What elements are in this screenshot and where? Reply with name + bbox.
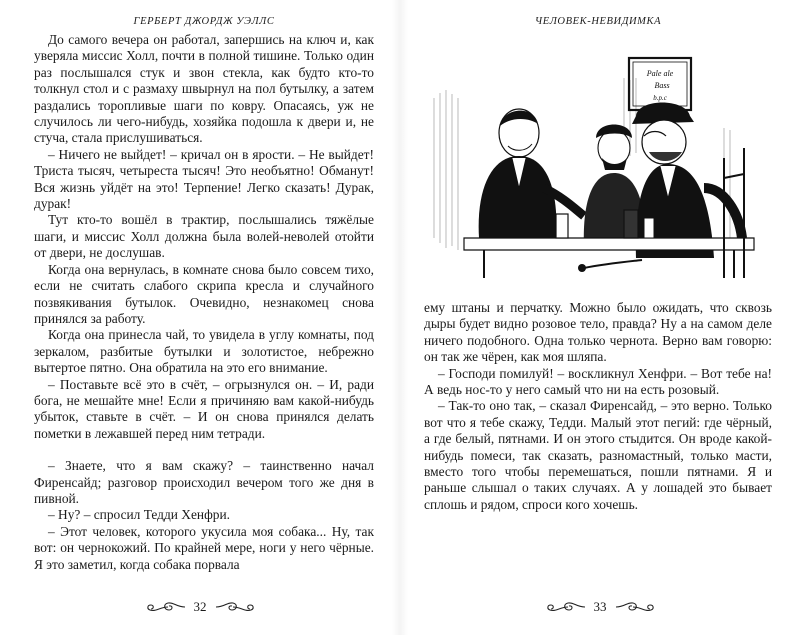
paragraph: – Этот человек, которого укусила моя собака... Ну, так вот: он чернокожий. По крайней мере, ноги у него чёрные. Я это заметил, когда собака порвала xyxy=(34,523,374,572)
right-flourish-icon xyxy=(215,600,255,614)
page-number: 33 xyxy=(593,599,607,614)
paragraph: – Ничего не выйдет! – кричал он в ярости. – Не выйдет! Триста тысяч, четыреста тысяч! Это необъятно! Обманут! Вся жизнь уйдёт на это! Терпение! Легко сказать! Дурак, дурак! xyxy=(34,146,374,212)
page-number-ornament xyxy=(0,599,400,615)
left-page-text xyxy=(34,32,374,573)
page-number: 32 xyxy=(193,599,207,614)
mug xyxy=(624,210,638,238)
paragraph: Когда она вернулась, в комнате снова было совсем тихо, если не считать слабого скрипа кресла и случайного позвякивания бутылок. Очевидно, незнакомец снова принялся за работу. xyxy=(34,261,374,326)
paragraph: До самого вечера он работал, запершись на ключ и, как уверяла миссис Холл, почти в полной тишине. Только один раз послышался стук и звон стекла, как будто кто-то толкнул стол и с размаху швырнул на пол бутылку, а затем раздались торопливые шаги по ковру. Опасаясь, уж не случилось ли чего-нибудь, хозяйка подошла к двери и, не стуча, стала прислушиваться. xyxy=(34,32,374,146)
glass xyxy=(556,214,568,238)
paragraph: – Знаете, что я вам скажу? – таинственно начал Фиренсайд; разговор происходил вечером того же дня в пивной. xyxy=(34,458,374,506)
right-page xyxy=(400,0,800,635)
tavern-drawing xyxy=(424,38,764,278)
glass xyxy=(644,218,654,238)
running-head-title: ЧЕЛОВЕК-НЕВИДИМКА xyxy=(534,16,662,27)
paragraph: Когда она принесла чай, то увидела в углу комнаты, под зеркалом, разбитые бутылки и золотистое, небрежно вытертое пятно. Она обратила на это его внимание. xyxy=(34,327,374,376)
table xyxy=(464,238,754,250)
right-flourish-icon xyxy=(615,600,655,614)
book-gutter xyxy=(392,0,408,635)
sign-line: Pale ale xyxy=(646,69,674,78)
paragraph: Тут кто-то вошёл в трактир, послышались тяжёлые шаги, и миссис Холл должна была волей-неволей отойти от двери, не дослушав. xyxy=(34,212,374,261)
left-flourish-icon xyxy=(546,600,586,614)
paragraph: – Господи помилуй! – воскликнул Хенфри. – Вот тебе на! А ведь нос-то у него самый что ни на есть розовый. xyxy=(424,365,772,398)
running-head-author: ГЕРБЕРТ ДЖОРДЖ УЭЛЛС xyxy=(133,16,275,27)
sign-line: Bass xyxy=(654,81,670,90)
page-number-ornament xyxy=(400,599,800,615)
sign-line: b.p.c xyxy=(653,94,667,102)
tavern-illustration xyxy=(424,38,764,278)
paragraph: – Ну? – спросил Тедди Хенфри. xyxy=(48,507,230,523)
pipe xyxy=(584,260,642,268)
paragraph: – Поставьте всё это в счёт, – огрызнулся он. – И, ради бога, не мешайте мне! Если я причиняю вам какой-нибудь убыток, ставьте в счёт. – И он снова принялся делать пометки в лежавшей перед ним тетради. xyxy=(34,376,374,441)
paragraph: – Так-то оно так, – сказал Фиренсайд, – это верно. Только вот что я тебе скажу, Тедди. Малый этот пегий: где чёрный, а где белый, пятнами. И он этого стыдится. Он вроде какой-нибудь помеси, так сказать, разномастный, только масти, вместо того чтобы перемешаться, пошли пятнами. Я и раньше слышал о таких случаях. А у лошадей это бывает сплошь и рядом, спроси кого хочешь. xyxy=(424,398,772,512)
left-flourish-icon xyxy=(146,600,186,614)
paragraph: ему штаны и перчатку. Можно было ожидать, что сквозь дыры будет видно розовое тело, правда? Ну а на самом деле ничего подобного. Одна только чернота. Верно вам говорю: он так же чёрен, как моя шляпа. xyxy=(424,300,772,365)
right-page-text xyxy=(424,300,772,513)
